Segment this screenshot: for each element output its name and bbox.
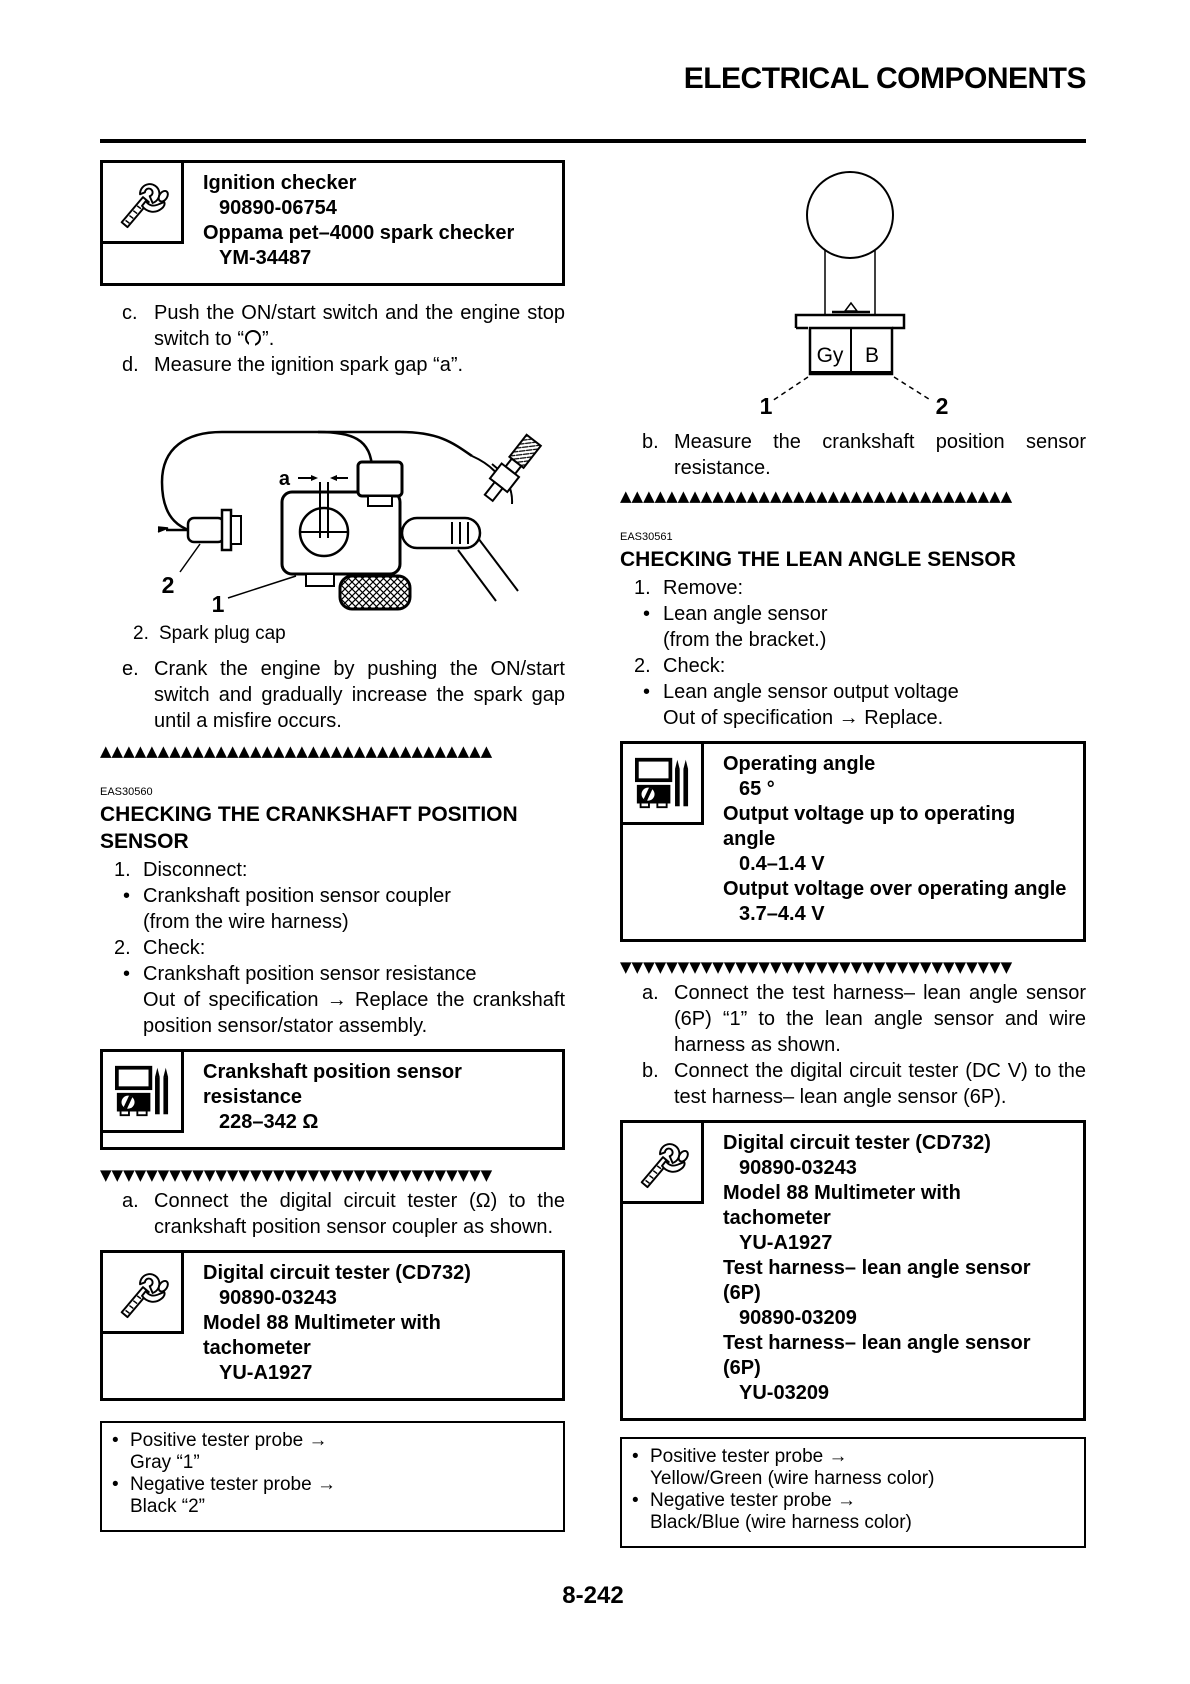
figure-item-1-label: 1 (211, 591, 225, 614)
bullet-item (100, 961, 565, 987)
bullet-marker: • (643, 681, 651, 703)
probe-item (112, 1430, 553, 1452)
probe-wire: Black “2” (130, 1496, 205, 1517)
digital-tester-spec-box (620, 1120, 1086, 1421)
numbered-step (100, 935, 565, 961)
figure-gap-label: a (278, 468, 290, 490)
probe-wire: Gray “1” (130, 1452, 200, 1473)
probe-text: Negative tester probe → (650, 1490, 856, 1511)
spec-lines (723, 1131, 1071, 1406)
step-label: b. (642, 1060, 659, 1082)
left-column (100, 160, 565, 1532)
probe-item (632, 1490, 1074, 1512)
spec-line: 90890-03209 (739, 1307, 857, 1329)
step-label: b. (642, 431, 659, 453)
bullet-marker: • (123, 885, 131, 907)
connector-wire-left-label: Gy (816, 344, 844, 367)
procedure-start-separator: ▼▼▼▼▼▼▼▼▼▼▼▼▼▼▼▼▼▼▼▼▼▼▼▼▼▼▼▼▼▼▼▼▼▼ (100, 1166, 493, 1184)
procedure-end-separator: ▲▲▲▲▲▲▲▲▲▲▲▲▲▲▲▲▲▲▲▲▲▲▲▲▲▲▲▲▲▲▲▲▲▲ (620, 487, 1013, 505)
step-text (154, 300, 565, 352)
step-text: Connect the digital circuit tester (DC V) to the test harness– lean angle sensor (6P). (674, 1060, 1086, 1108)
spec-line: 65 ° (739, 778, 775, 800)
spec-line: Test harness– lean angle sensor (6P) (723, 1257, 1031, 1304)
bullet-continuation: (from the bracket.) (663, 629, 827, 651)
step-text: Measure the ignition spark gap “a”. (154, 354, 464, 376)
probe-item (632, 1446, 1074, 1468)
step-text: Connect the digital circuit tester (Ω) to the crankshaft position sensor coupler as shown. (154, 1190, 565, 1238)
spec-line: Output voltage up to operating angle (723, 803, 1016, 850)
spec-lines (723, 752, 1071, 927)
numbered-step (620, 575, 1086, 601)
step-b (620, 1058, 1086, 1110)
page-title: ELECTRICAL COMPONENTS (683, 62, 1086, 95)
spec-line: 3.7–4.4 V (739, 903, 825, 925)
bullet-text: Lean angle sensor (663, 603, 828, 625)
special-tool-icon (100, 160, 184, 244)
step-text: Check: (143, 937, 206, 959)
spec-line: YU-03209 (739, 1382, 830, 1404)
probe-text: Positive tester probe → (130, 1430, 328, 1451)
probe-item (112, 1474, 553, 1496)
operating-angle-spec-box (620, 741, 1086, 942)
step-label: e. (122, 658, 139, 680)
right-column (620, 165, 1086, 1548)
bullet-marker: • (632, 1490, 639, 1511)
special-tool-icon (620, 1120, 704, 1204)
step-number: 2. (634, 655, 651, 677)
step-number: 2. (114, 937, 131, 959)
section-code: EAS30561 (620, 531, 673, 543)
multimeter-icon (100, 1049, 184, 1133)
bullet-marker: • (632, 1446, 639, 1467)
section-heading: CHECKING THE CRANKSHAFT POSITION SENSOR (100, 803, 518, 853)
bullet-continuation: (from the wire harness) (143, 911, 349, 933)
page-number: 8-242 (562, 1582, 624, 1609)
probe-wire: Black/Blue (wire harness color) (650, 1512, 912, 1533)
procedure-end-separator: ▲▲▲▲▲▲▲▲▲▲▲▲▲▲▲▲▲▲▲▲▲▲▲▲▲▲▲▲▲▲▲▲▲▲ (100, 742, 493, 760)
step-number: 1. (634, 577, 651, 599)
numbered-step (100, 857, 565, 883)
spec-line: Oppama pet–4000 spark checker (203, 222, 515, 244)
step-d (100, 352, 565, 378)
crankshaft-sensor-connector-figure (620, 165, 1086, 415)
special-tool-icon (100, 1250, 184, 1334)
caption-number: 2. (133, 623, 149, 644)
bullet-text: Lean angle sensor output voltage (663, 681, 959, 703)
spec-line: 90890-06754 (219, 197, 337, 219)
spec-line: 228–342 Ω (219, 1111, 319, 1133)
step-text-part: ”. (262, 328, 275, 350)
step-text: Measure the crankshaft position sensor resistance. (674, 431, 1086, 479)
multimeter-icon (620, 741, 704, 825)
bullet-marker: • (112, 1430, 119, 1451)
step-label: d. (122, 354, 139, 376)
spec-line: YU-A1927 (219, 1362, 313, 1384)
spec-line: YU-A1927 (739, 1232, 833, 1254)
step-text: Check: (663, 655, 726, 677)
bullet-marker: • (643, 603, 651, 625)
section-code: EAS30560 (100, 786, 153, 798)
bullet-text: Crankshaft position sensor resistance (143, 963, 477, 985)
resistance-spec-box (100, 1049, 565, 1150)
spec-line: YM-34487 (219, 247, 312, 269)
connector-wire-right-label: B (864, 344, 880, 367)
spec-line: Digital circuit tester (CD732) (723, 1132, 991, 1154)
spec-line: Operating angle (723, 753, 876, 775)
ignition-spark-gap-figure (100, 386, 565, 614)
figure-item-2-label: 2 (935, 393, 949, 415)
spec-lines (203, 1261, 550, 1386)
figure-caption (100, 622, 565, 646)
tester-probe-box (620, 1437, 1086, 1548)
bullet-item (620, 601, 1086, 627)
spec-line: 90890-03243 (739, 1157, 857, 1179)
digital-tester-spec-box (100, 1250, 565, 1401)
step-b (620, 429, 1086, 481)
spec-line: Digital circuit tester (CD732) (203, 1262, 471, 1284)
step-a (620, 980, 1086, 1058)
bullet-continuation: Out of specification → Replace the crankshaft position sensor/stator assembly. (143, 989, 565, 1037)
spec-line: Model 88 Multimeter with tachometer (203, 1312, 441, 1359)
bullet-item (100, 883, 565, 909)
section-heading: CHECKING THE LEAN ANGLE SENSOR (620, 548, 1016, 571)
numbered-step (620, 653, 1086, 679)
ignition-checker-spec-box (100, 160, 565, 286)
header-rule (100, 139, 1086, 143)
bullet-marker: • (123, 963, 131, 985)
figure-item-1-label: 1 (759, 393, 773, 415)
bullet-continuation: Out of specification → Replace. (663, 707, 944, 729)
spec-lines (203, 1060, 550, 1135)
spec-lines (203, 171, 550, 271)
step-text: Connect the test harness– lean angle sensor (6P) “1” to the lean angle sensor and wire harness as shown. (674, 982, 1086, 1056)
step-label: c. (122, 302, 138, 324)
step-text: Crank the engine by pushing the ON/start switch and gradually increase the spark gap until a misfire occurs. (154, 658, 565, 732)
step-a (100, 1188, 565, 1240)
spec-line: Model 88 Multimeter with tachometer (723, 1182, 961, 1229)
probe-text: Negative tester probe → (130, 1474, 336, 1495)
spec-line: Crankshaft position sensor resistance (203, 1061, 462, 1108)
step-text-part: Push the ON/start switch and the engine stop switch to “ (154, 302, 565, 350)
step-number: 1. (114, 859, 131, 881)
probe-wire: Yellow/Green (wire harness color) (650, 1468, 935, 1489)
step-label: a. (642, 982, 659, 1004)
step-label: a. (122, 1190, 139, 1212)
step-text: Remove: (663, 577, 744, 599)
figure-item-2-label: 2 (161, 572, 175, 598)
bullet-item (620, 679, 1086, 705)
step-c (100, 300, 565, 352)
probe-text: Positive tester probe → (650, 1446, 848, 1467)
bullet-text: Crankshaft position sensor coupler (143, 885, 451, 907)
spec-line: Output voltage over operating angle (723, 878, 1067, 900)
caption-text: Spark plug cap (159, 623, 286, 644)
spec-line: 90890-03243 (219, 1287, 337, 1309)
spec-line: Ignition checker (203, 172, 357, 194)
spec-line: Test harness– lean angle sensor (6P) (723, 1332, 1031, 1379)
procedure-start-separator: ▼▼▼▼▼▼▼▼▼▼▼▼▼▼▼▼▼▼▼▼▼▼▼▼▼▼▼▼▼▼▼▼▼▼ (620, 958, 1013, 976)
tester-probe-box (100, 1421, 565, 1532)
step-e (100, 656, 565, 734)
spec-line: 0.4–1.4 V (739, 853, 825, 875)
engine-run-symbol (245, 330, 261, 346)
bullet-marker: • (112, 1474, 119, 1495)
step-text: Disconnect: (143, 859, 248, 881)
